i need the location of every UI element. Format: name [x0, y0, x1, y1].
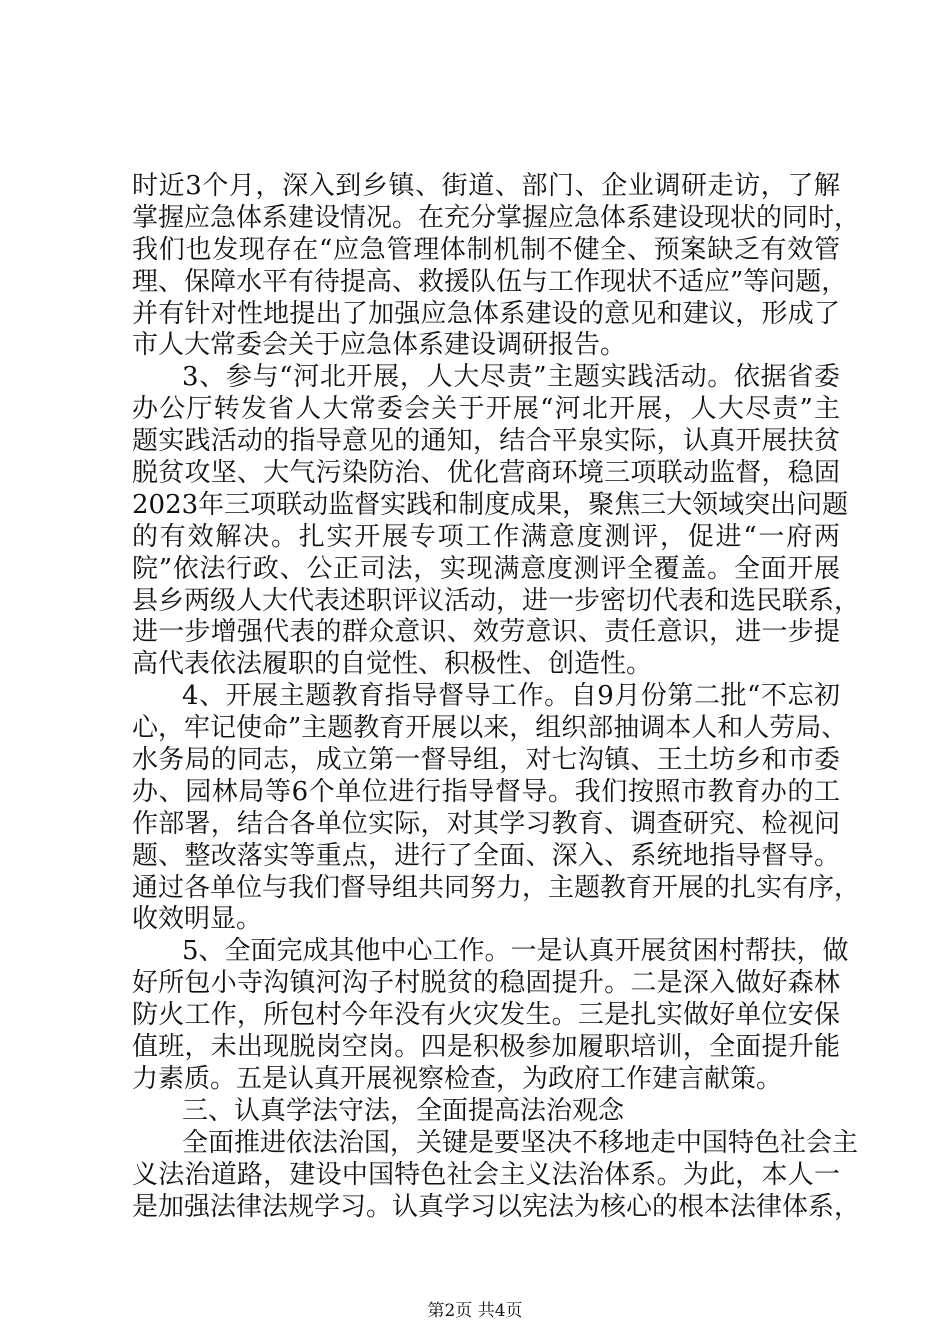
text-line: 脱贫攻坚、大气污染防治、优化营商环境三项联动监督，稳固 [132, 458, 840, 489]
text-line: 的有效解决。扎实开展专项工作满意度测评，促进“一府两 [132, 521, 840, 552]
text-line: 三、认真学法守法，全面提高法治观念 [182, 1095, 625, 1126]
text-line: 全面推进依法治国，关键是要坚决不移地走中国特色社会主 [182, 1127, 859, 1158]
text-line: 3、参与“河北开展，人大尽责”主题实践活动。依据省委 [182, 362, 840, 393]
text-line: 办公厅转发省人大常委会关于开展“河北开展，人大尽责”主 [132, 394, 840, 425]
text-line: 值班，未出现脱岗空岗。四是积极参加履职培训，全面提升能 [132, 1032, 840, 1063]
text-line: 我们也发现存在“应急管理体制机制不健全、预案缺乏有效管 [132, 234, 840, 265]
text-line: 力素质。五是认真开展视察检查，为政府工作建言献策。 [132, 1063, 783, 1094]
text-line: 2023年三项联动监督实践和制度成果，聚焦三大领域突出问题 [132, 489, 849, 520]
text-line: 心，牢记使命”主题教育开展以来，组织部抽调本人和人劳局、 [132, 713, 848, 744]
page-footer: 第2页 共4页 [427, 1301, 523, 1321]
text-line: 水务局的同志，成立第一督导组，对七沟镇、王土坊乡和市委 [132, 745, 840, 776]
text-line: 义法治道路，建设中国特色社会主义法治体系。为此，本人一 [132, 1159, 840, 1190]
text-line: 收效明显。 [132, 904, 263, 935]
text-line: 办、园林局等6个单位进行指导督导。我们按照市教育办的工 [132, 776, 840, 807]
text-line: 掌握应急体系建设情况。在充分掌握应急体系建设现状的同时， [132, 202, 861, 233]
text-line: 进一步增强代表的群众意识、效劳意识、责任意识，进一步提 [132, 617, 840, 648]
document-body [132, 171, 861, 1223]
text-line: 高代表依法履职的自觉性、积极性、创造性。 [132, 649, 653, 680]
text-line: 题实践活动的指导意见的通知，结合平泉实际，认真开展扶贫 [132, 426, 840, 457]
text-line: 市人大常委会关于应急体系建设调研报告。 [132, 330, 627, 361]
text-line: 好所包小寺沟镇河沟子村脱贫的稳固提升。二是深入做好森林 [132, 968, 840, 999]
text-line: 5、全面完成其他中心工作。一是认真开展贫困村帮扶，做 [182, 936, 849, 967]
text-line: 4、开展主题教育指导督导工作。自9月份第二批“不忘初 [182, 681, 840, 712]
text-line: 作部署，结合各单位实际，对其学习教育、调查研究、检视问 [132, 808, 840, 839]
text-line: 是加强法律法规学习。认真学习以宪法为核心的根本法律体系， [132, 1191, 861, 1222]
text-line: 并有针对性地提出了加强应急体系建设的意见和建议，形成了 [132, 298, 840, 329]
text-line: 时近3个月，深入到乡镇、街道、部门、企业调研走访，了解 [132, 171, 840, 201]
text-line: 县乡两级人大代表述职评议活动，进一步密切代表和选民联系， [132, 585, 861, 616]
text-line: 通过各单位与我们督导组共同努力，主题教育开展的扎实有序， [132, 872, 861, 903]
text-line: 题、整改落实等重点，进行了全面、深入、系统地指导督导。 [132, 840, 840, 871]
text-line: 院”依法行政、公正司法，实现满意度测评全覆盖。全面开展 [132, 553, 840, 584]
text-line: 防火工作，所包村今年没有火灾发生。三是扎实做好单位安保 [132, 1000, 840, 1031]
text-line: 理、保障水平有待提高、救援队伍与工作现状不适应”等问题， [132, 266, 848, 297]
